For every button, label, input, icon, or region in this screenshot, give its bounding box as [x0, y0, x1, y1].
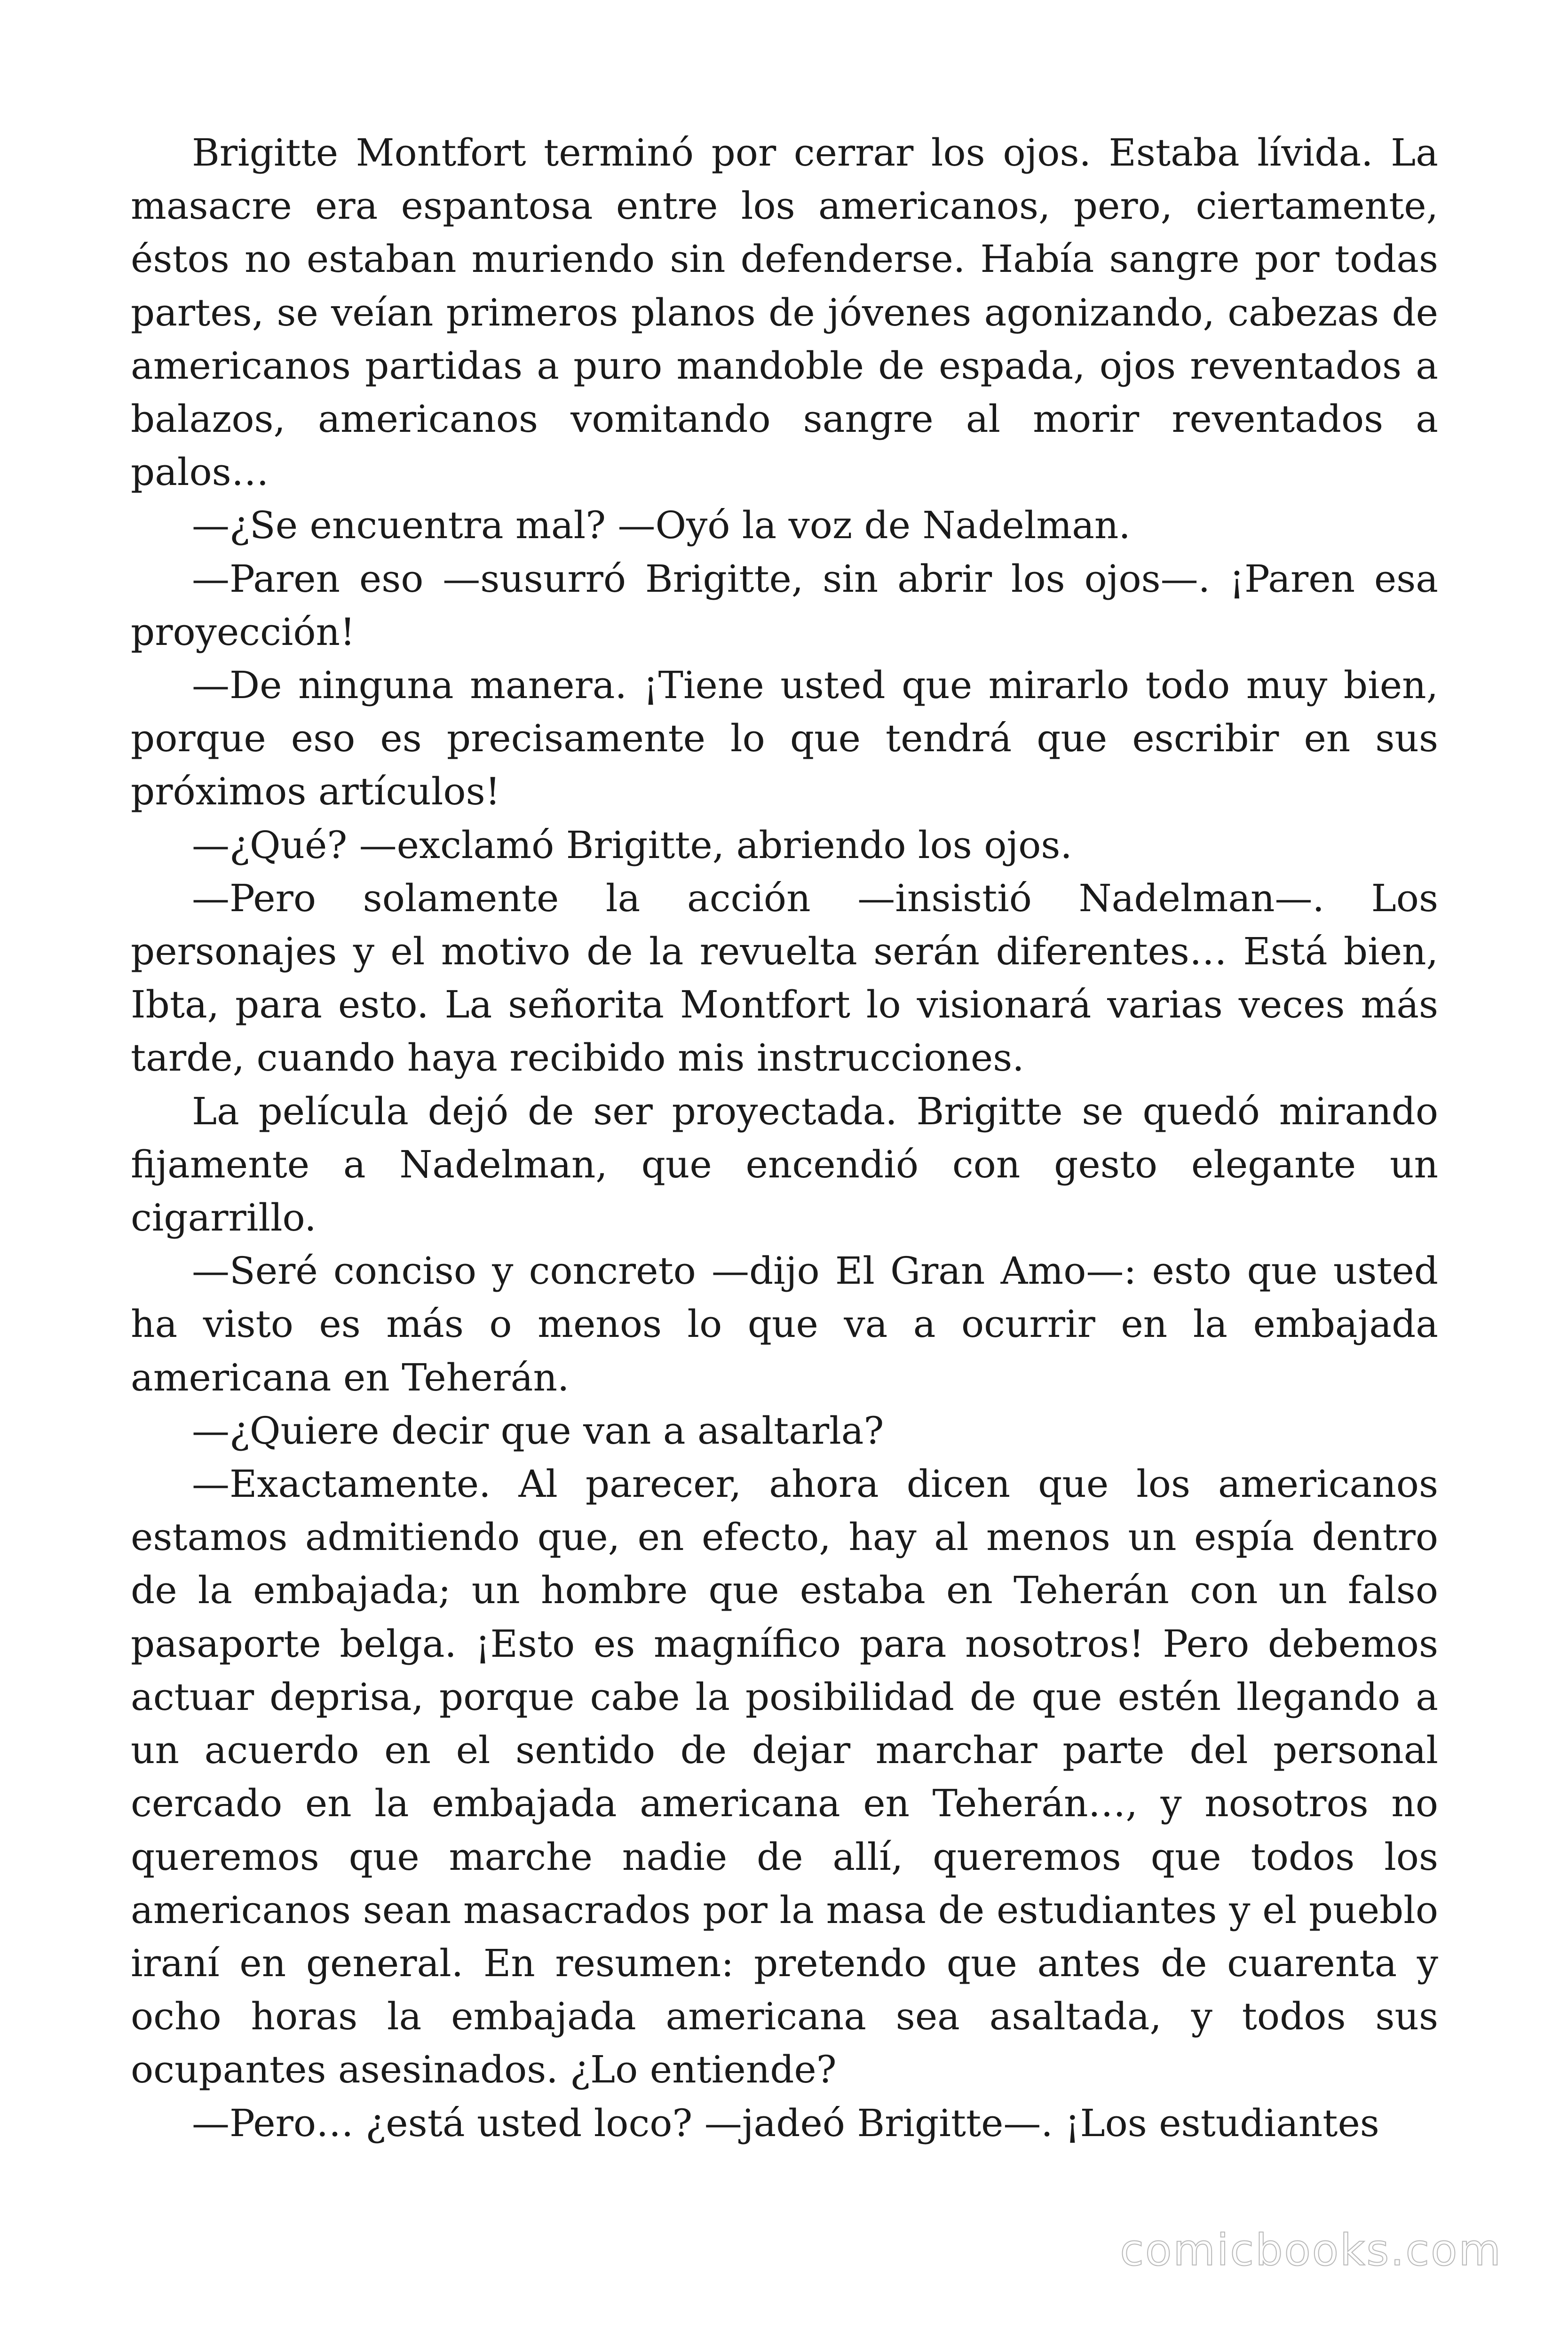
paragraph: —Paren eso —susurró Brigitte, sin abrir los ojos—. ¡Paren esa proyección! [131, 556, 1438, 654]
paragraph: —Pero solamente la acción —insistió Nadelman—. Los personajes y el motivo de la revuelta serán diferentes… Está bien, Ibta, para esto. La señorita Montfort lo visionará varias veces más tarde, cuando haya recibido mis instrucciones. [131, 876, 1438, 1080]
paragraph: —Seré conciso y concreto —dijo El Gran Amo—: esto que usted ha visto es más o menos lo que va a ocurrir en la embajada americana en Teherán. [131, 1249, 1438, 1399]
paragraph: La película dejó de ser proyectada. Brigitte se quedó mirando fijamente a Nadelman, que encendió con gesto elegante un cigarrillo. [131, 1089, 1438, 1240]
book-page-text [131, 126, 1438, 2150]
paragraph: —¿Quiere decir que van a asaltarla? [192, 1408, 884, 1453]
watermark: comicbooks.com [1120, 2225, 1502, 2275]
paragraph: —De ninguna manera. ¡Tiene usted que mirarlo todo muy bien, porque eso es precisamente lo que tendrá que escribir en sus próximos artículos! [131, 663, 1438, 814]
paragraph: —¿Qué? —exclamó Brigitte, abriendo los ojos. [192, 823, 1072, 867]
paragraph: —Pero… ¿está usted loco? —jadeó Brigitte—. ¡Los estudiantes [192, 2101, 1379, 2145]
paragraph: Brigitte Montfort terminó por cerrar los ojos. Estaba lívida. La masacre era espantosa entre los americanos, pero, ciertamente, éstos no estaban muriendo sin defenderse. Había sangre por todas partes, se veían primeros planos de jóvenes agonizando, cabezas de americanos partidas a puro mandoble de espada, ojos reventados a balazos, americanos vomitando sangre al morir reventados a palos… [131, 131, 1438, 494]
paragraph: —¿Se encuentra mal? —Oyó la voz de Nadelman. [192, 503, 1131, 548]
paragraph: —Exactamente. Al parecer, ahora dicen que los americanos estamos admitiendo que, en efecto, hay al menos un espía dentro de la embajada; un hombre que estaba en Teherán con un falso pasaporte belga. ¡Esto es magnífico para nosotros! Pero debemos actuar deprisa, porque cabe la posibilidad de que estén llegando a un acuerdo en el sentido de dejar marchar parte del personal cercado en la embajada americana en Teherán…, y nosotros no queremos que marche nadie de allí, queremos que todos los americanos sean masacrados por la masa de estudiantes y el pueblo iraní en general. En resumen: pretendo que antes de cuarenta y ocho horas la embajada americana sea asaltada, y todos sus ocupantes asesinados. ¿Lo entiende? [131, 1462, 1438, 2092]
